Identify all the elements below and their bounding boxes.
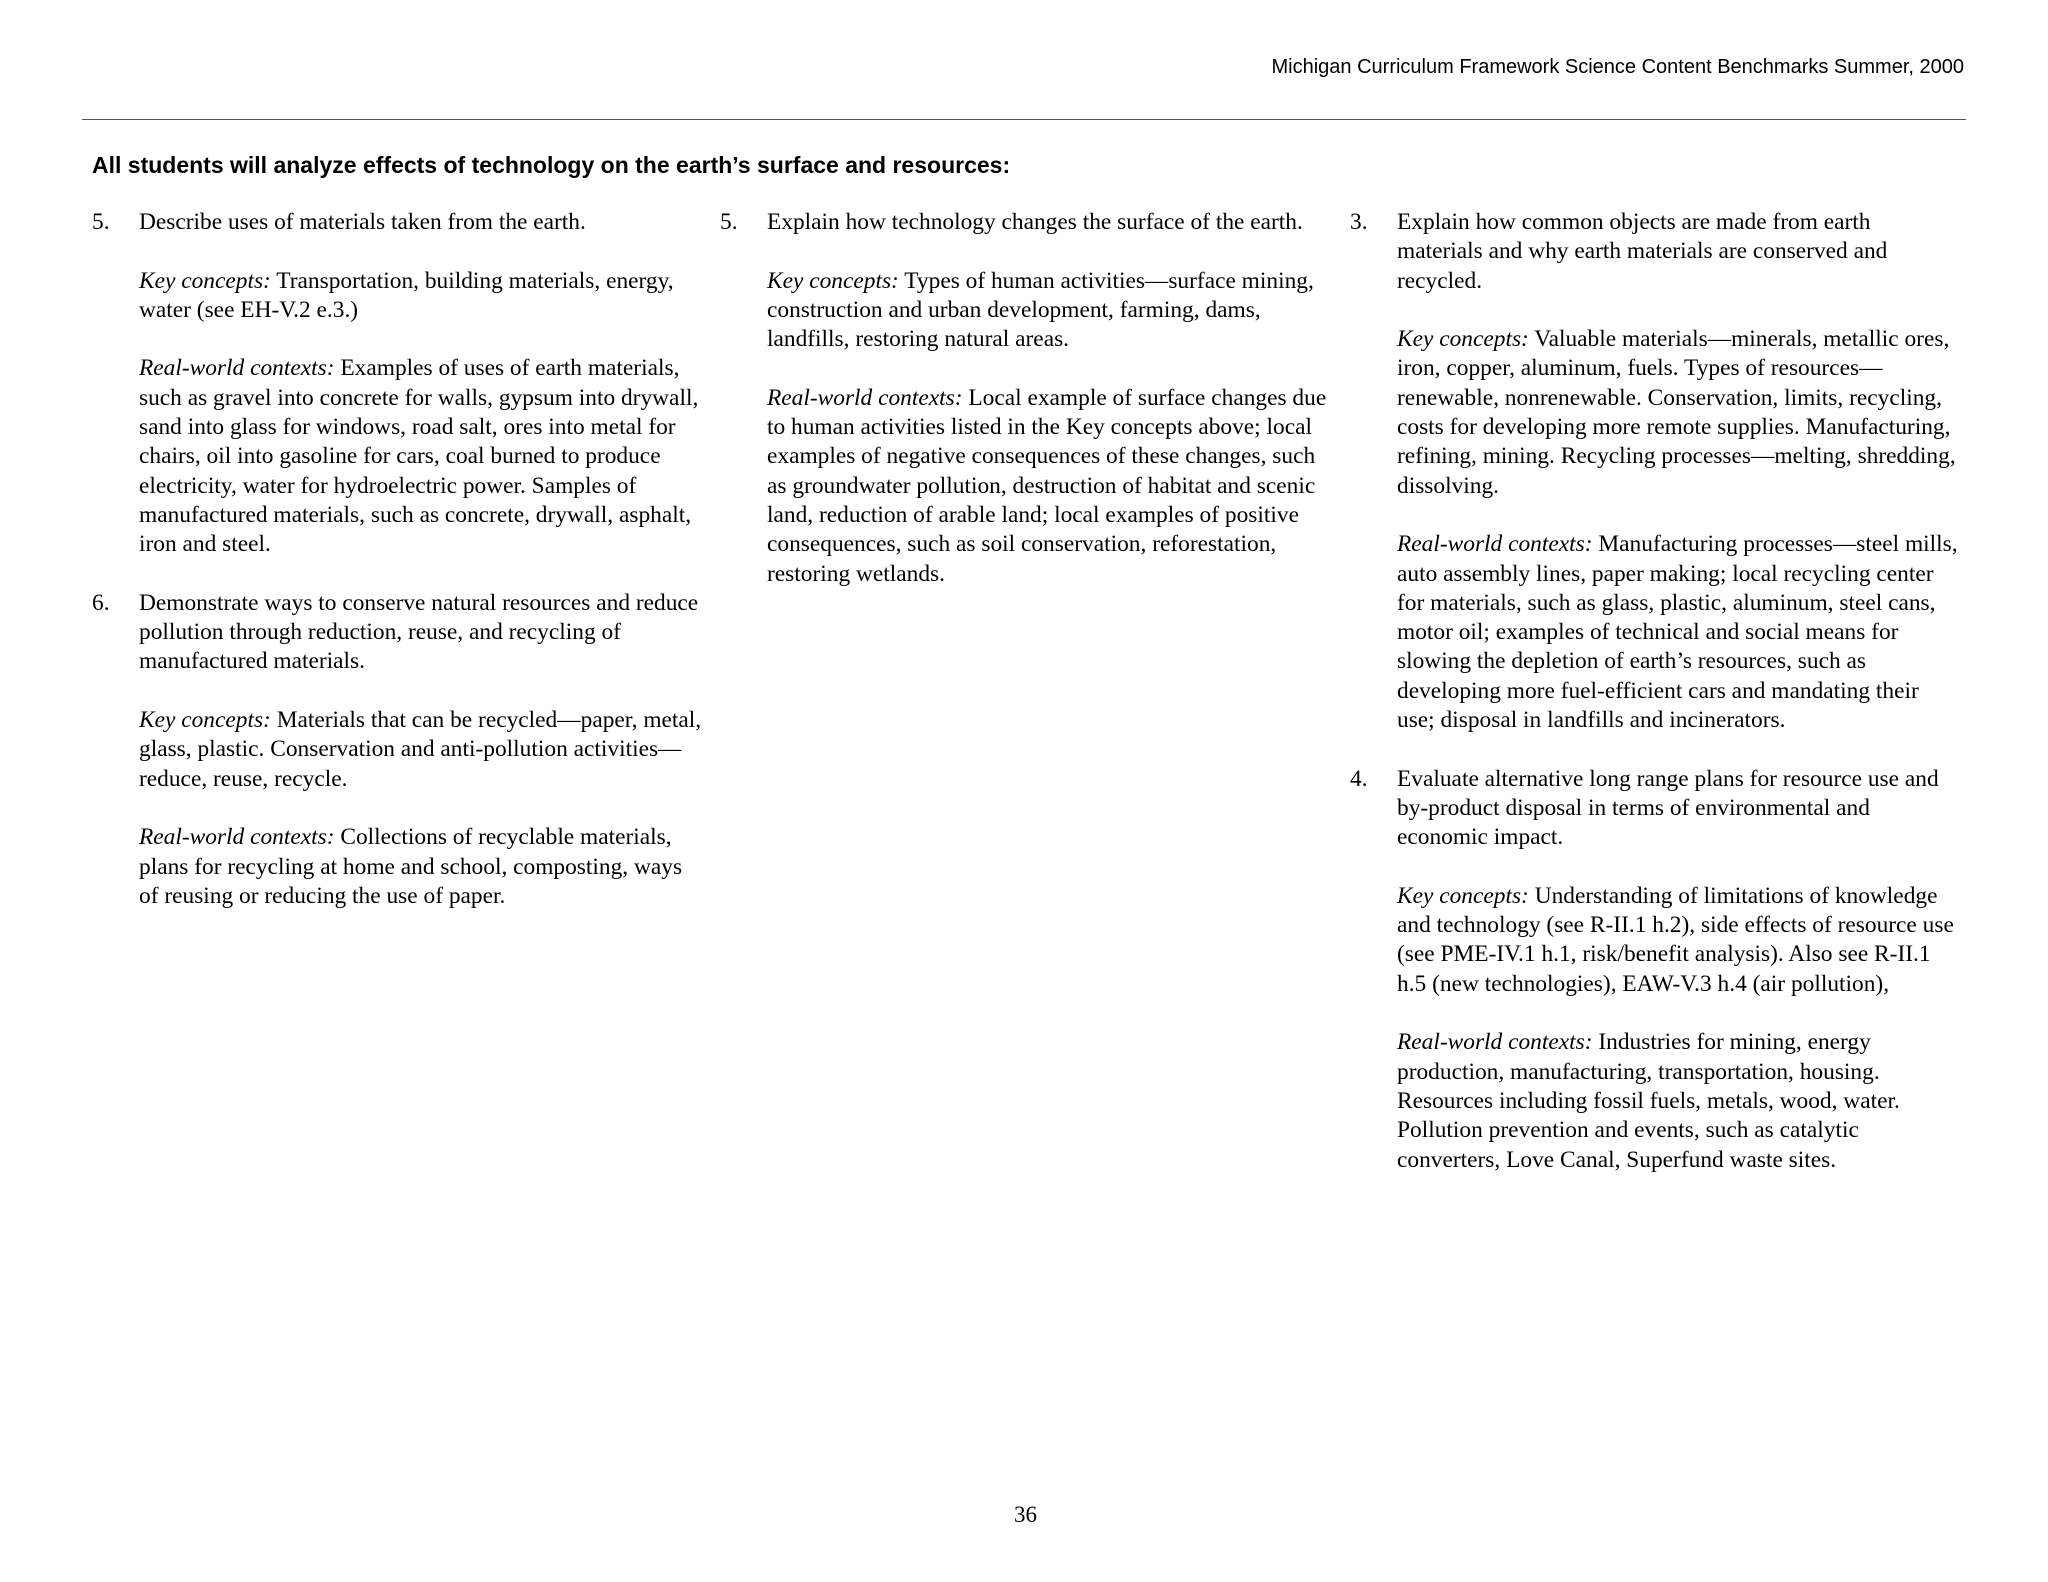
- item-number: 3.: [1350, 209, 1368, 235]
- benchmark-item: [92, 208, 702, 560]
- benchmark-column-1: [92, 208, 702, 940]
- key-concepts-text: Materials that can be recycled—paper, metal, glass, plastic. Conservation and anti-pollution activities—reduce, reuse, recycle.: [139, 707, 702, 792]
- key-concepts: [1397, 882, 1960, 999]
- real-world-text: Collections of recyclable materials, plans for recycling at home and school, composting, ways of reusing or reducing the use of paper.: [139, 824, 683, 909]
- real-world-contexts: [1397, 1028, 1960, 1174]
- benchmark-statement: Evaluate alternative long range plans for resource use and by-product disposal in terms of environmental and economic impact.: [1397, 765, 1939, 851]
- benchmark-statement: Describe uses of materials taken from the earth.: [139, 209, 586, 235]
- item-number: 5.: [92, 209, 110, 235]
- benchmark-column-2: [720, 208, 1330, 618]
- key-concepts-text: Valuable materials—minerals, metallic ores, iron, copper, aluminum, fuels. Types of resources—renewable, nonrenewable. Conservation, limits, recycling, costs for developing more remote supplies. Manufacturing, refining, mining. Recycling processes—melting, shredding, dissolving.: [1397, 326, 1956, 499]
- key-concepts: [139, 267, 702, 326]
- key-concepts: [767, 267, 1330, 355]
- item-number: 4.: [1350, 765, 1368, 792]
- key-concepts-label: Key concepts:: [767, 267, 899, 294]
- key-concepts: [139, 706, 702, 794]
- real-world-label: Real-world contexts:: [767, 384, 963, 411]
- item-number: 5.: [720, 209, 738, 235]
- real-world-label: Real-world contexts:: [139, 355, 335, 382]
- header-divider: [82, 119, 1966, 120]
- real-world-text: Industries for mining, energy production, manufacturing, transportation, housing. Resources including fossil fuels, metals, wood, water. Pollution prevention and events, such as catalytic converters, Love Canal, Superfund waste sites.: [1397, 1029, 1900, 1173]
- key-concepts-label: Key concepts:: [139, 267, 271, 294]
- key-concepts-label: Key concepts:: [139, 707, 271, 734]
- real-world-label: Real-world contexts:: [139, 824, 335, 851]
- key-concepts-label: Key concepts:: [1397, 882, 1529, 909]
- benchmark-statement: Explain how technology changes the surface of the earth.: [767, 209, 1303, 235]
- benchmark-item: [92, 589, 702, 911]
- benchmark-statement: Explain how common objects are made from earth materials and why earth materials are conserved and recycled.: [1397, 209, 1888, 294]
- real-world-text: Examples of uses of earth materials, such as gravel into concrete for walls, gypsum into drywall, sand into glass for windows, road salt, ores into metal for chairs, oil into gasoline for cars, coal burned to produce electricity, water for hydroelectric power. Samples of manufactured materials, such as concrete, drywall, asphalt, iron and steel.: [139, 355, 699, 558]
- real-world-contexts: [139, 823, 702, 911]
- benchmark-column-3: [1350, 208, 1960, 1204]
- real-world-text: Local example of surface changes due to human activities listed in the Key concepts above; local examples of negative consequences of these changes, such as groundwater pollution, destruction of habitat and scenic land, reduction of arable land; local examples of positive consequences, such as soil conservation, reforestation, restoring wetlands.: [767, 384, 1327, 587]
- key-concepts-text: Transportation, building materials, energy, water (see EH-V.2 e.3.): [139, 267, 674, 323]
- key-concepts-text: Understanding of limitations of knowledge and technology (see R-II.1 h.2), side effects of resource use (see PME-IV.1 h.1, risk/benefit analysis). Also see R-II.1 h.5 (new technologies), EAW-V.3 h.4 (air pollution),: [1397, 882, 1954, 997]
- real-world-contexts: [1397, 530, 1960, 735]
- benchmark-item: [720, 208, 1330, 589]
- benchmark-item: [1350, 208, 1960, 735]
- page-number: 36: [1014, 1502, 1037, 1527]
- benchmark-item: [1350, 765, 1960, 1175]
- real-world-label: Real-world contexts:: [1397, 1029, 1593, 1056]
- real-world-contexts: [139, 354, 702, 559]
- real-world-contexts: [767, 384, 1330, 589]
- real-world-text: Manufacturing processes—steel mills, auto assembly lines, paper making; local recycling center for materials, such as glass, plastic, aluminum, steel cans, motor oil; examples of technical and social means for slowing the depletion of earth’s resources, such as developing more fuel-efficient cars and mandating their use; disposal in landfills and incinerators.: [1397, 531, 1958, 734]
- item-number: 6.: [92, 589, 110, 616]
- benchmark-statement: Demonstrate ways to conserve natural resources and reduce pollution through reduction, reuse, and recycling of manufactured materials.: [139, 589, 699, 675]
- real-world-label: Real-world contexts:: [1397, 531, 1593, 558]
- key-concepts-label: Key concepts:: [1397, 326, 1529, 353]
- key-concepts: [1397, 325, 1960, 501]
- section-heading: All students will analyze effects of technology on the earth’s surface and resources:: [92, 152, 1011, 178]
- key-concepts-text: Types of human activities—surface mining, construction and urban development, farming, dams, landfills, restoring natural areas.: [767, 267, 1314, 353]
- document-header: Michigan Curriculum Framework Science Content Benchmarks Summer, 2000: [1271, 56, 1964, 78]
